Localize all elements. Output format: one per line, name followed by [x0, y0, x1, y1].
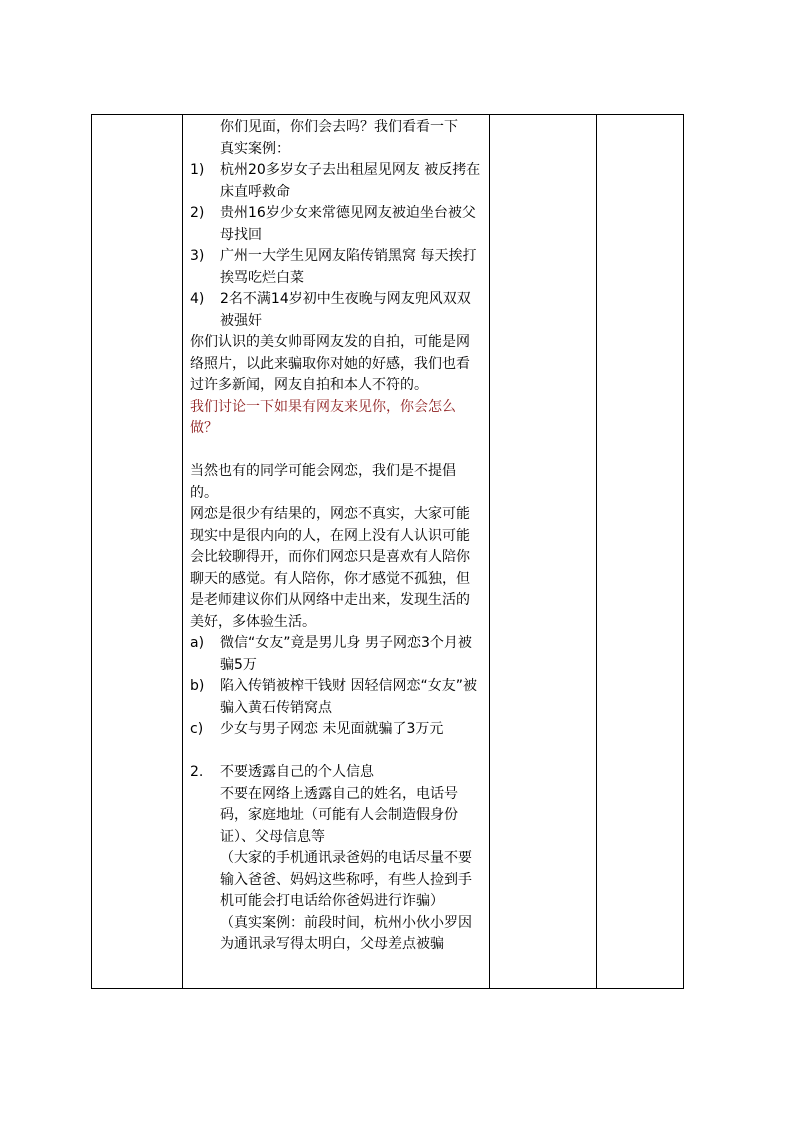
- list-item: [190, 160, 483, 203]
- list-item: [190, 246, 483, 289]
- list-marker: a): [190, 635, 205, 651]
- blank-line: [190, 440, 483, 462]
- list-item-text: 微信“女友”竟是男儿身 男子网恋3个月被骗5万: [220, 635, 472, 673]
- list-item: [190, 203, 483, 246]
- list-item: [190, 633, 483, 676]
- intro-line-1: 你们见面，你们会去吗？我们看看一下: [220, 119, 458, 135]
- list-item-text: 广州一大学生见网友陷传销黑窝 每天挨打挨骂吃烂白菜: [220, 248, 477, 286]
- list-item-text: 2名不满14岁初中生夜晚与网友兜风双双被强奸: [220, 291, 471, 329]
- list-marker: 3): [190, 248, 205, 264]
- list-marker: 4): [190, 291, 205, 307]
- list-item-text: 杭州20多岁女子去出租屋见网友 被反拷在床直呼救命: [220, 162, 481, 200]
- blank-line: [190, 741, 483, 763]
- list-marker: b): [190, 678, 205, 694]
- section-heading: [190, 762, 483, 784]
- column-divider-1: [182, 115, 183, 988]
- online-romance-advice: 网恋是很少有结果的，网恋不真实，大家可能现实中是很内向的人，在网上没有人认识可能会比较聊得开，而你们网恋只是喜欢有人陪你聊天的感觉。有人陪你，你才感觉不孤独，但是老师建议你们从网络中走出来，发现生活的美好，多体验生活。: [190, 506, 470, 630]
- section-title: 不要透露自己的个人信息: [220, 764, 374, 780]
- selfie-paragraph: 你们认识的美女帅哥网友发的自拍，可能是网络照片，以此来骗取你对她的好感，我们也看过许多新闻，网友自拍和本人不符的。: [190, 334, 470, 393]
- real-case-paragraph: （真实案例：前段时间，杭州小伙小罗因为通讯录写得太明白，父母差点被骗: [220, 914, 472, 952]
- list-item: [190, 289, 483, 332]
- column-divider-2: [489, 115, 490, 988]
- personal-info-paragraph: 不要在网络上透露自己的姓名，电话号码，家庭地址（可能有人会制造假身份证）、父母信息等: [220, 785, 458, 845]
- intro-line-2: 真实案例：: [220, 140, 290, 157]
- column-divider-3: [596, 115, 597, 988]
- list-marker: c): [190, 721, 204, 737]
- list-item: [190, 676, 483, 719]
- lesson-table: [91, 114, 684, 989]
- list-item: [190, 719, 483, 741]
- list-marker: 2): [190, 205, 205, 221]
- list-item-text: 贵州16岁少女来常德见网友被迫坐台被父母找回: [220, 205, 476, 243]
- list-item-text: 陷入传销被榨干钱财 因轻信网恋“女友”被骗入黄石传销窝点: [220, 678, 477, 716]
- section-number: 2.: [190, 764, 204, 780]
- list-marker: 1): [190, 162, 205, 178]
- list-item-text: 少女与男子网恋 未见面就骗了3万元: [220, 721, 444, 737]
- contacts-advice-paragraph: （大家的手机通讯录爸妈的电话尽量不要输入爸爸、妈妈这些称呼，有些人捡到手机可能会打电话给你爸妈进行诈骗）: [220, 850, 472, 909]
- discussion-question: 我们讨论一下如果有网友来见你，你会怎么做？: [190, 398, 456, 436]
- online-romance-paragraph: 当然也有的同学可能会网恋，我们是不提倡的。: [190, 463, 456, 501]
- content-column: [184, 115, 489, 956]
